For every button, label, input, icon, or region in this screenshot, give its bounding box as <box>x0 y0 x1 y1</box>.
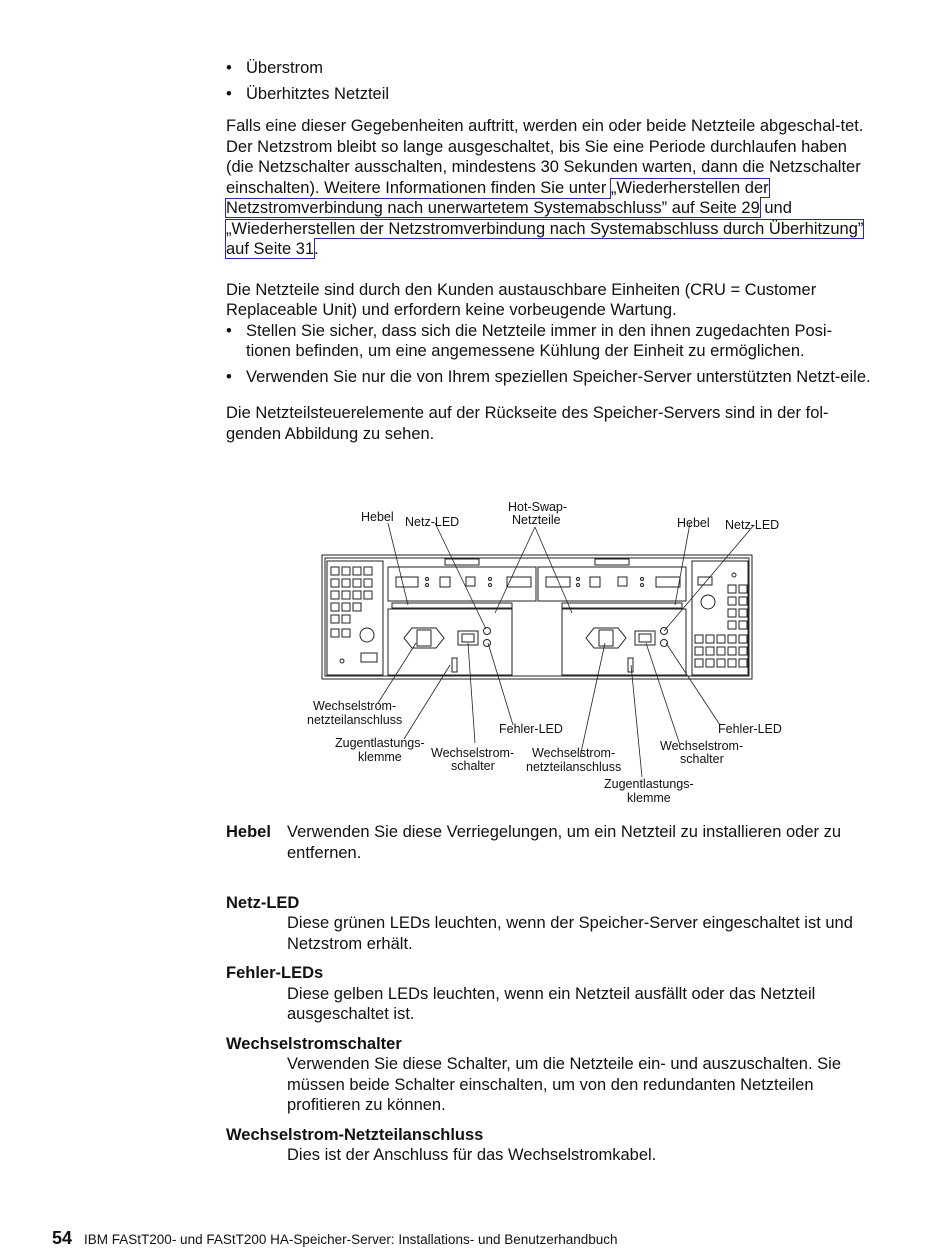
label-ws-schalter-left-2: schalter <box>451 759 495 773</box>
label-zugent-left-2: klemme <box>358 750 402 764</box>
label-ws-schalter-right-1: Wechselstrom- <box>660 739 744 753</box>
definition-wechselstromschalter <box>226 1034 876 1116</box>
definition-desc: Diese gelben LEDs leuchten, wenn ein Netzteil ausfällt oder das Netzteil ausgeschaltet ist. <box>287 984 816 1023</box>
label-ws-schalter-right-2: schalter <box>680 752 724 766</box>
label-zugent-left-1: Zugentlastungs- <box>335 736 425 750</box>
page-body <box>226 58 876 444</box>
definition-desc: Verwenden Sie diese Schalter, um die Netzteile ein- und auszuschalten. Sie müssen beide Schalter einschalten, um von den redundanten Netzteilen profitieren zu können. <box>287 1055 841 1114</box>
link-recovery-overheat[interactable]: „Wiederherstellen der Netzstromverbindung nach Systemabschluss durch Überhitzung” auf Seite 31 <box>226 219 864 258</box>
label-ws-anschluss-right-1: Wechselstrom- <box>532 746 616 760</box>
label-ws-anschluss-left-1: Wechselstrom- <box>313 699 397 713</box>
label-ws-schalter-left-1: Wechselstrom- <box>431 746 515 760</box>
figure-labels <box>307 500 782 805</box>
label-hot-swap-2: Netzteile <box>512 513 561 527</box>
cru-list <box>226 321 876 388</box>
label-netz-led-left: Netz-LED <box>405 515 460 529</box>
label-fehler-led-left: Fehler-LED <box>499 722 563 736</box>
rear-panel-diagram <box>300 495 800 815</box>
definition-term: Wechselstromschalter <box>226 1034 402 1053</box>
paragraph-cru: Die Netzteile sind durch den Kunden austauschbare Einheiten (CRU = Customer Replaceable Unit) und erfordern keine vorbeugende Wartung. <box>226 280 817 319</box>
definition-desc: Dies ist der Anschluss für das Wechselstromkabel. <box>287 1146 657 1164</box>
definition-fehler-leds <box>226 963 876 1025</box>
definition-desc: Verwenden Sie diese Verriegelungen, um ein Netzteil zu installieren oder zu entfernen. <box>287 823 841 862</box>
list-item: • Überhitztes Netzteil <box>226 84 876 105</box>
page-number: 54 <box>52 1228 73 1248</box>
page-footer <box>52 1228 618 1249</box>
label-zugent-right-2: klemme <box>627 791 671 805</box>
condition-list <box>226 58 876 104</box>
list-item: • Stellen Sie sicher, dass sich die Netzteile immer in den ihnen zugedachten Posi-tionen befinden, um eine angemessene Kühlung der Einheit zu ermöglichen. <box>226 321 876 362</box>
footer-title: IBM FAStT200- und FAStT200 HA-Speicher-Server: Installations- und Benutzerhandbuch <box>84 1232 618 1247</box>
paragraph-figure-intro: Die Netzteilsteuerelemente auf der Rückseite des Speicher-Servers sind in der fol-genden Abbildung zu sehen. <box>226 404 829 443</box>
definition-term: Wechselstrom-Netzteilanschluss <box>226 1125 484 1144</box>
definition-term: Hebel <box>226 823 271 841</box>
label-hebel-right: Hebel <box>677 516 710 530</box>
definition-netzteilanschluss <box>226 1125 876 1166</box>
link-recovery-unexpected[interactable]: „Wiederherstellen der Netzstromverbindung nach unerwartetem Systemabschluss” auf Seite 29 <box>226 178 769 217</box>
definition-list <box>226 822 876 1175</box>
definition-term: Fehler-LEDs <box>226 964 324 982</box>
list-item: • Verwenden Sie nur die von Ihrem speziellen Speicher-Server unterstützten Netzt-eile. <box>226 367 876 388</box>
label-hebel-left: Hebel <box>361 510 394 524</box>
definition-term: Netz-LED <box>226 893 300 912</box>
paragraph-shutdown: Falls eine dieser Gegebenheiten auftritt, werden ein oder beide Netzteile abgeschal-tet. Der Netzstrom bleibt so lange ausgeschaltet, bis Sie eine Periode durchlaufen haben (die Netzschalter ausschalten, mindestens 30 Sekunden warten, dann die Netzschalter einschalten). Weitere Informationen finden Sie unter „Wiederherstellen der Netzstromverbindung nach unerwartetem Systemabschluss” auf Seite 29 und „Wiederherstellen der Netzstromverbindung nach Systemabschluss durch Überhitzung” auf Seite 31. <box>226 117 864 258</box>
power-supply-figure <box>300 495 800 815</box>
label-netz-led-right: Netz-LED <box>725 518 780 532</box>
definition-netz-led <box>226 893 876 955</box>
label-fehler-led-right: Fehler-LED <box>718 722 782 736</box>
definition-desc: Diese grünen LEDs leuchten, wenn der Speicher-Server eingeschaltet ist und Netzstrom erhält. <box>287 914 853 953</box>
definition-hebel <box>226 822 876 884</box>
label-ws-anschluss-left-2: netzteilanschluss <box>307 713 403 727</box>
list-item: • Überstrom <box>226 58 876 79</box>
label-zugent-right-1: Zugentlastungs- <box>604 777 694 791</box>
label-hot-swap-1: Hot-Swap- <box>508 500 568 514</box>
label-ws-anschluss-right-2: netzteilanschluss <box>526 760 622 774</box>
